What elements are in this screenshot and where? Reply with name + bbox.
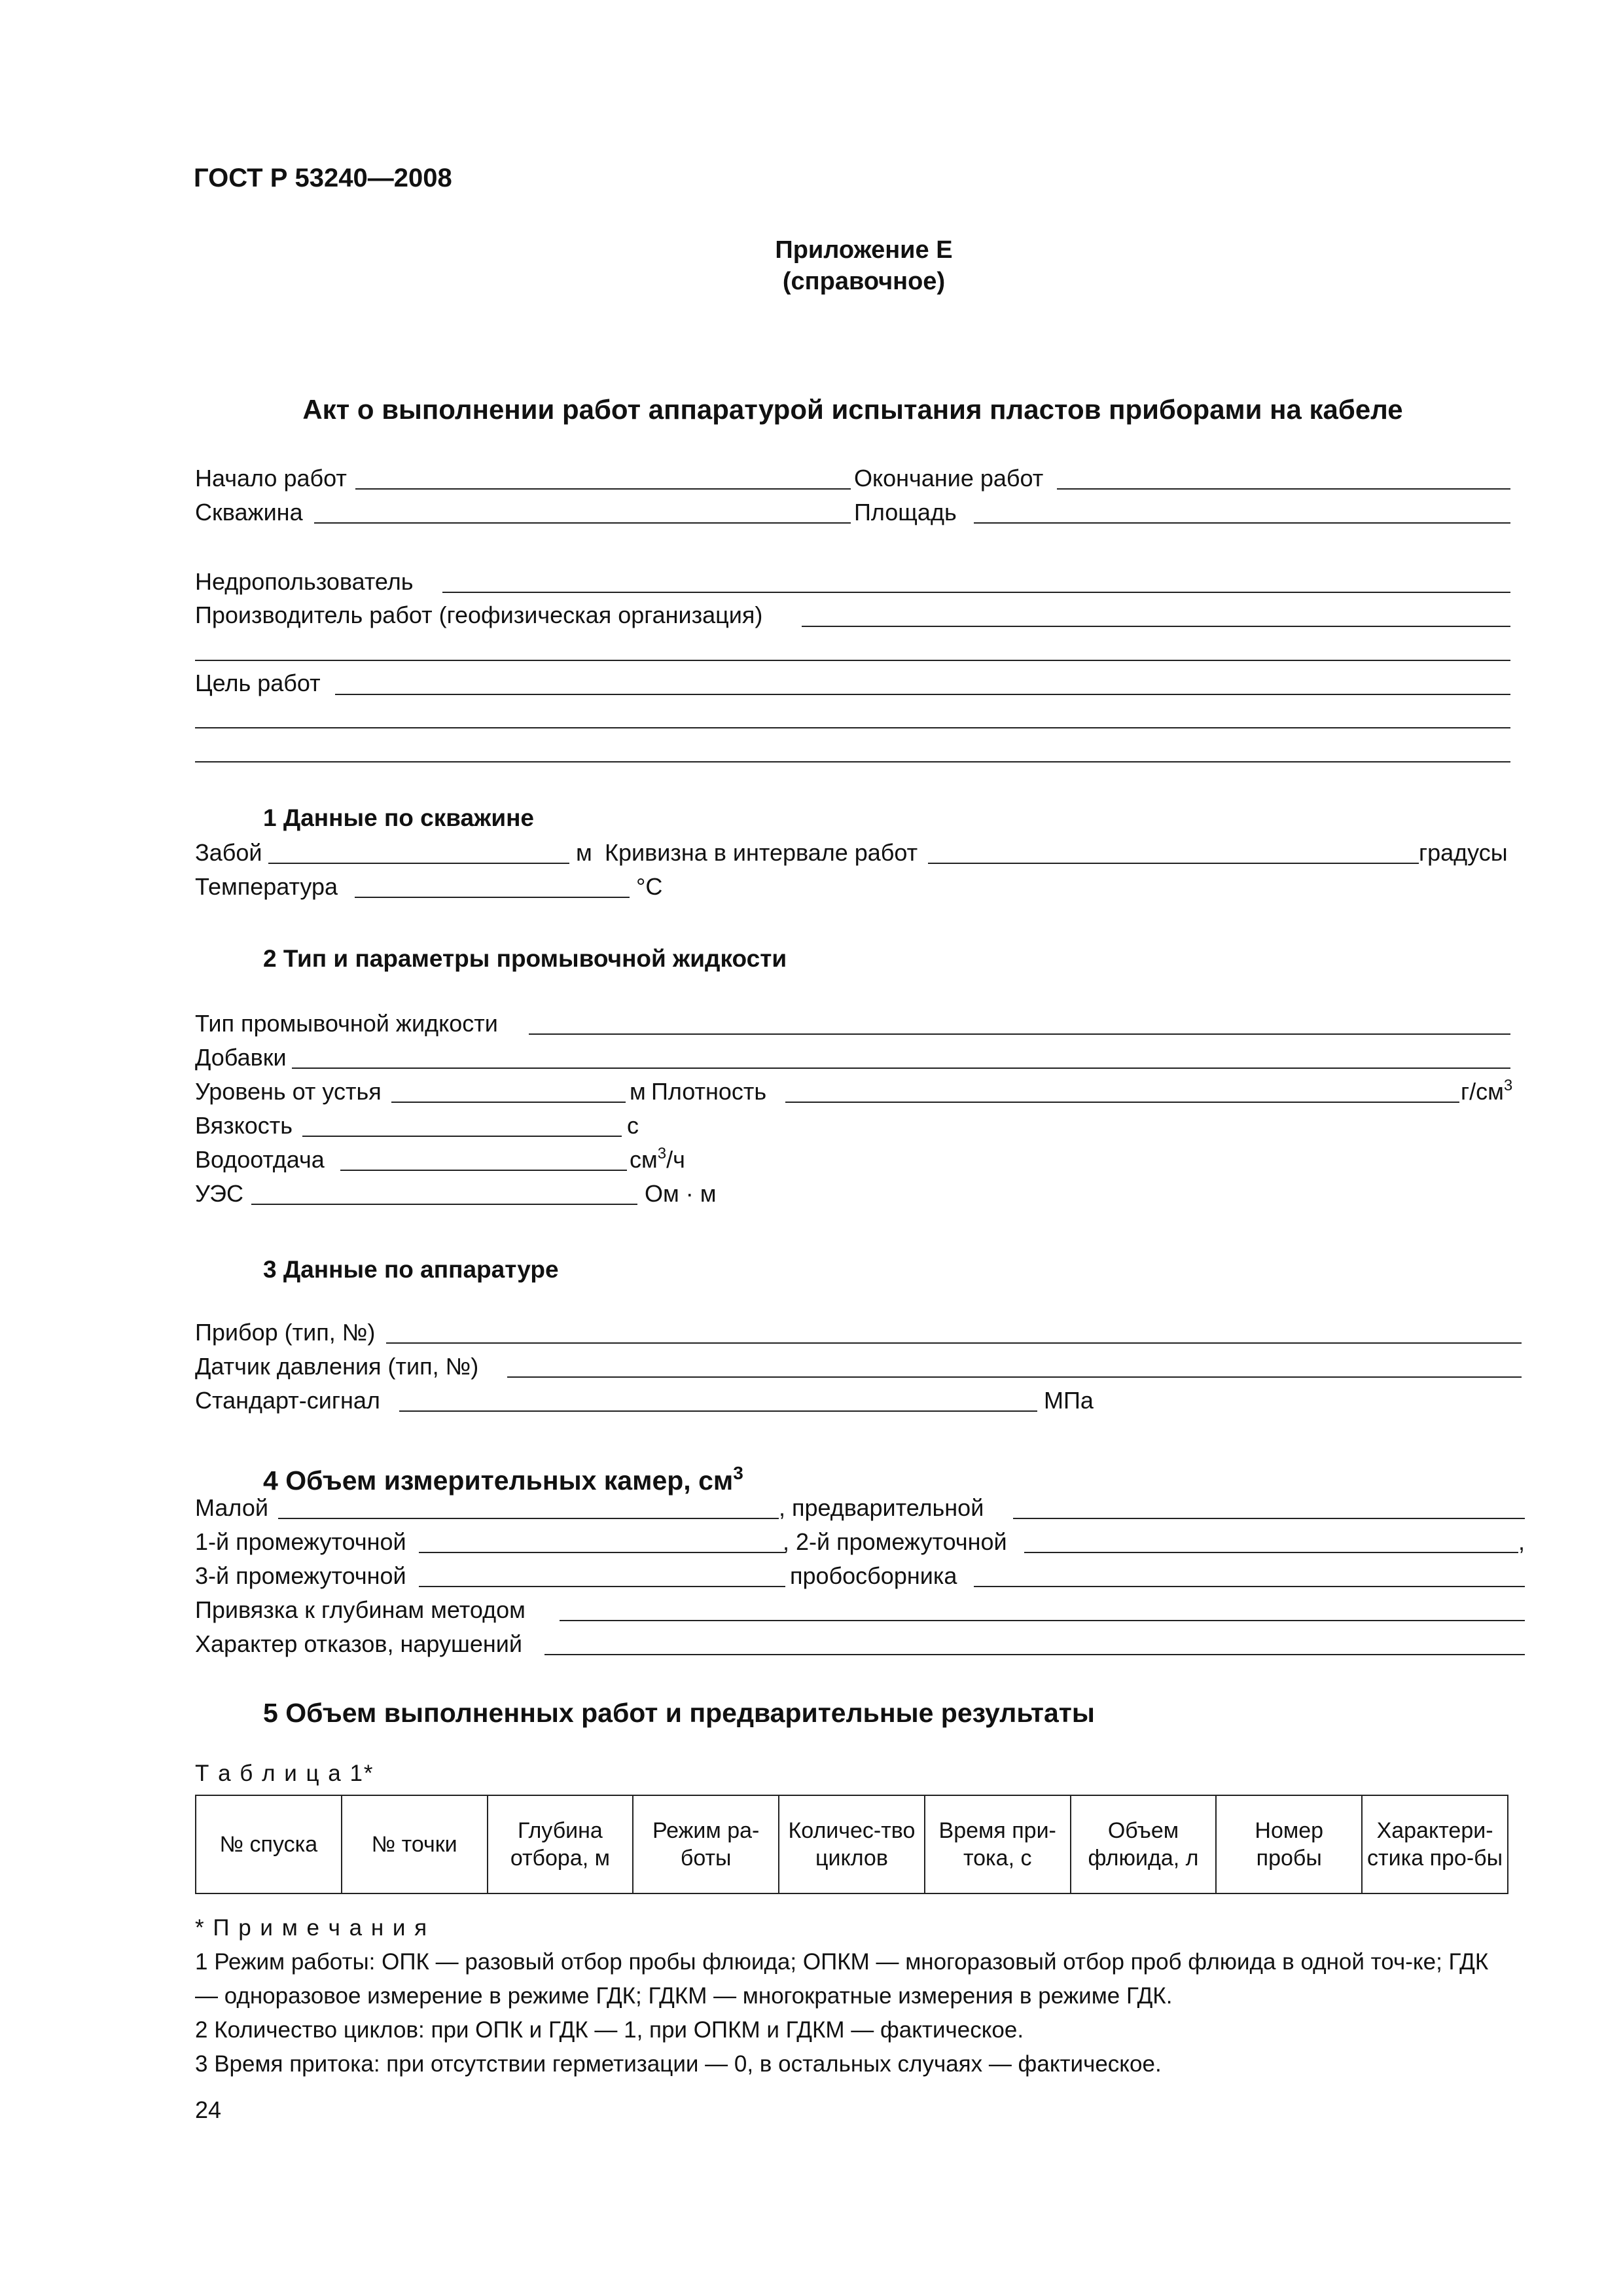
failures-field[interactable] bbox=[544, 1654, 1525, 1655]
end-label: Окончание работ bbox=[854, 465, 1044, 492]
density-unit-text: г/см bbox=[1461, 1078, 1504, 1105]
water-loss-unit-exponent: 3 bbox=[657, 1145, 667, 1162]
third-intermediate-label: 3-й промежуточной bbox=[195, 1562, 406, 1589]
pressure-sensor-field[interactable] bbox=[507, 1376, 1522, 1378]
subsoil-user-label: Недропользователь bbox=[195, 568, 414, 595]
section-2-title: 2 Тип и параметры промывочной жидкости bbox=[263, 945, 787, 972]
level-field[interactable] bbox=[391, 1102, 626, 1103]
contractor-label: Производитель работ (геофизическая организация) bbox=[195, 601, 763, 628]
water-loss-unit bbox=[630, 1145, 685, 1174]
first-intermediate-field[interactable] bbox=[419, 1552, 785, 1553]
results-table-header-row bbox=[196, 1795, 1508, 1893]
column-header-fluid-volume: Объем флюида, л bbox=[1071, 1795, 1217, 1893]
table-label: Т а б л и ц а 1* bbox=[195, 1761, 374, 1786]
note-item: 3 Время притока: при отсутствии герметизации — 0, в остальных случаях — фактическое. bbox=[195, 2051, 1162, 2077]
small-chamber-label: Малой bbox=[195, 1494, 268, 1521]
water-loss-unit-suffix: /ч bbox=[666, 1146, 685, 1173]
section-4-title-text: 4 Объем измерительных камер, см bbox=[263, 1465, 734, 1496]
appendix-title: Приложение Е bbox=[775, 236, 953, 264]
device-field[interactable] bbox=[386, 1342, 1522, 1344]
well-field[interactable] bbox=[314, 522, 851, 524]
note-item: 2 Количество циклов: при ОПК и ГДК — 1, при ОПКМ и ГДКМ — фактическое. bbox=[195, 2017, 1024, 2043]
preliminary-chamber-field[interactable] bbox=[1013, 1518, 1525, 1519]
curvature-field[interactable] bbox=[928, 863, 1419, 864]
small-chamber-field[interactable] bbox=[278, 1518, 779, 1519]
curvature-unit: градусы bbox=[1419, 839, 1508, 866]
additives-field[interactable] bbox=[292, 1067, 1510, 1069]
results-table bbox=[195, 1795, 1508, 1894]
bottom-unit: м bbox=[576, 839, 592, 866]
line-end-comma: , bbox=[1518, 1528, 1525, 1555]
purpose-field-line-3[interactable] bbox=[195, 761, 1510, 762]
column-header-inflow-time: Время при-тока, с bbox=[925, 1795, 1071, 1893]
pressure-sensor-label: Датчик давления (тип, №) bbox=[195, 1353, 479, 1380]
bottom-field[interactable] bbox=[268, 863, 569, 864]
density-label: Плотность bbox=[651, 1078, 767, 1105]
column-header-sample-characteristic: Характери-стика про-бы bbox=[1362, 1795, 1508, 1893]
notes-heading: * П р и м е ч а н и я bbox=[195, 1915, 429, 1941]
resistivity-label: УЭС bbox=[195, 1180, 243, 1207]
sampler-field[interactable] bbox=[974, 1586, 1525, 1587]
second-intermediate-label: , 2-й промежуточной bbox=[783, 1528, 1007, 1555]
column-header-sampling-depth: Глубина отбора, м bbox=[488, 1795, 633, 1893]
column-header-point-number: № точки bbox=[342, 1795, 488, 1893]
second-intermediate-field[interactable] bbox=[1024, 1552, 1518, 1553]
sampler-label: пробосборника bbox=[790, 1562, 957, 1589]
purpose-field-line-2[interactable] bbox=[195, 727, 1510, 728]
first-intermediate-label: 1-й промежуточной bbox=[195, 1528, 406, 1555]
density-unit bbox=[1461, 1077, 1512, 1106]
water-loss-field[interactable] bbox=[340, 1170, 627, 1171]
column-header-run-number: № спуска bbox=[196, 1795, 342, 1893]
depth-tie-field[interactable] bbox=[560, 1620, 1525, 1621]
start-field[interactable] bbox=[355, 488, 851, 490]
depth-tie-label: Привязка к глубинам методом bbox=[195, 1596, 526, 1623]
mpa-unit: МПа bbox=[1044, 1387, 1094, 1414]
document-title: Акт о выполнении работ аппаратурой испытания пластов приборами на кабеле bbox=[302, 394, 1403, 425]
level-unit: м bbox=[630, 1078, 646, 1105]
failures-label: Характер отказов, нарушений bbox=[195, 1630, 523, 1657]
fluid-type-field[interactable] bbox=[529, 1033, 1510, 1035]
purpose-label: Цель работ bbox=[195, 670, 321, 696]
density-field[interactable] bbox=[785, 1102, 1459, 1103]
water-loss-label: Водоотдача bbox=[195, 1146, 325, 1173]
section-3-title: 3 Данные по аппаратуре bbox=[263, 1256, 559, 1283]
resistivity-field[interactable] bbox=[251, 1204, 637, 1205]
viscosity-unit: с bbox=[627, 1112, 639, 1139]
temperature-field[interactable] bbox=[355, 897, 630, 898]
additives-label: Добавки bbox=[195, 1044, 287, 1071]
fluid-type-label: Тип промывочной жидкости bbox=[195, 1010, 498, 1037]
viscosity-field[interactable] bbox=[302, 1136, 622, 1137]
start-label: Начало работ bbox=[195, 465, 347, 492]
area-field[interactable] bbox=[974, 522, 1510, 524]
well-label: Скважина bbox=[195, 499, 303, 526]
water-loss-unit-text: см bbox=[630, 1146, 658, 1173]
end-field[interactable] bbox=[1057, 488, 1510, 490]
column-header-cycle-count: Количес-тво циклов bbox=[779, 1795, 925, 1893]
page-number: 24 bbox=[195, 2096, 222, 2123]
curvature-label: Кривизна в интервале работ bbox=[605, 839, 918, 866]
column-header-operation-mode: Режим ра-боты bbox=[633, 1795, 779, 1893]
temperature-unit: °С bbox=[636, 873, 663, 900]
viscosity-label: Вязкость bbox=[195, 1112, 293, 1139]
bottom-label: Забой bbox=[195, 839, 262, 866]
notes-block bbox=[195, 1911, 1510, 2081]
section-5-title: 5 Объем выполненных работ и предварительные результаты bbox=[263, 1698, 1095, 1728]
purpose-field[interactable] bbox=[335, 694, 1510, 695]
device-label: Прибор (тип, №) bbox=[195, 1319, 376, 1346]
third-intermediate-field[interactable] bbox=[419, 1586, 785, 1587]
temperature-label: Температура bbox=[195, 873, 338, 900]
level-label: Уровень от устья bbox=[195, 1078, 382, 1105]
contractor-field[interactable] bbox=[802, 626, 1510, 627]
density-unit-exponent: 3 bbox=[1503, 1077, 1513, 1094]
standard-signal-label: Стандарт-сигнал bbox=[195, 1387, 380, 1414]
standard-signal-field[interactable] bbox=[399, 1410, 1037, 1412]
preliminary-chamber-label: , предварительной bbox=[779, 1494, 984, 1521]
appendix-subtitle: (справочное) bbox=[782, 268, 946, 295]
section-1-title: 1 Данные по скважине bbox=[263, 804, 535, 831]
standard-number: ГОСТ Р 53240—2008 bbox=[194, 164, 452, 192]
section-4-title bbox=[263, 1465, 743, 1496]
section-4-title-exponent: 3 bbox=[733, 1463, 743, 1483]
contractor-field-line-2[interactable] bbox=[195, 660, 1510, 661]
area-label: Площадь bbox=[854, 499, 957, 526]
subsoil-user-field[interactable] bbox=[442, 592, 1510, 593]
column-header-sample-number: Номер пробы bbox=[1216, 1795, 1362, 1893]
resistivity-unit: Ом · м bbox=[645, 1180, 717, 1207]
note-item: 1 Режим работы: ОПК — разовый отбор пробы флюида; ОПКМ — многоразовый отбор проб флюида в одной точ-ке; ГДК — одноразовое измерение в режиме ГДК; ГДКМ — многократные измерения в режиме ГДК. bbox=[195, 1949, 1489, 2009]
